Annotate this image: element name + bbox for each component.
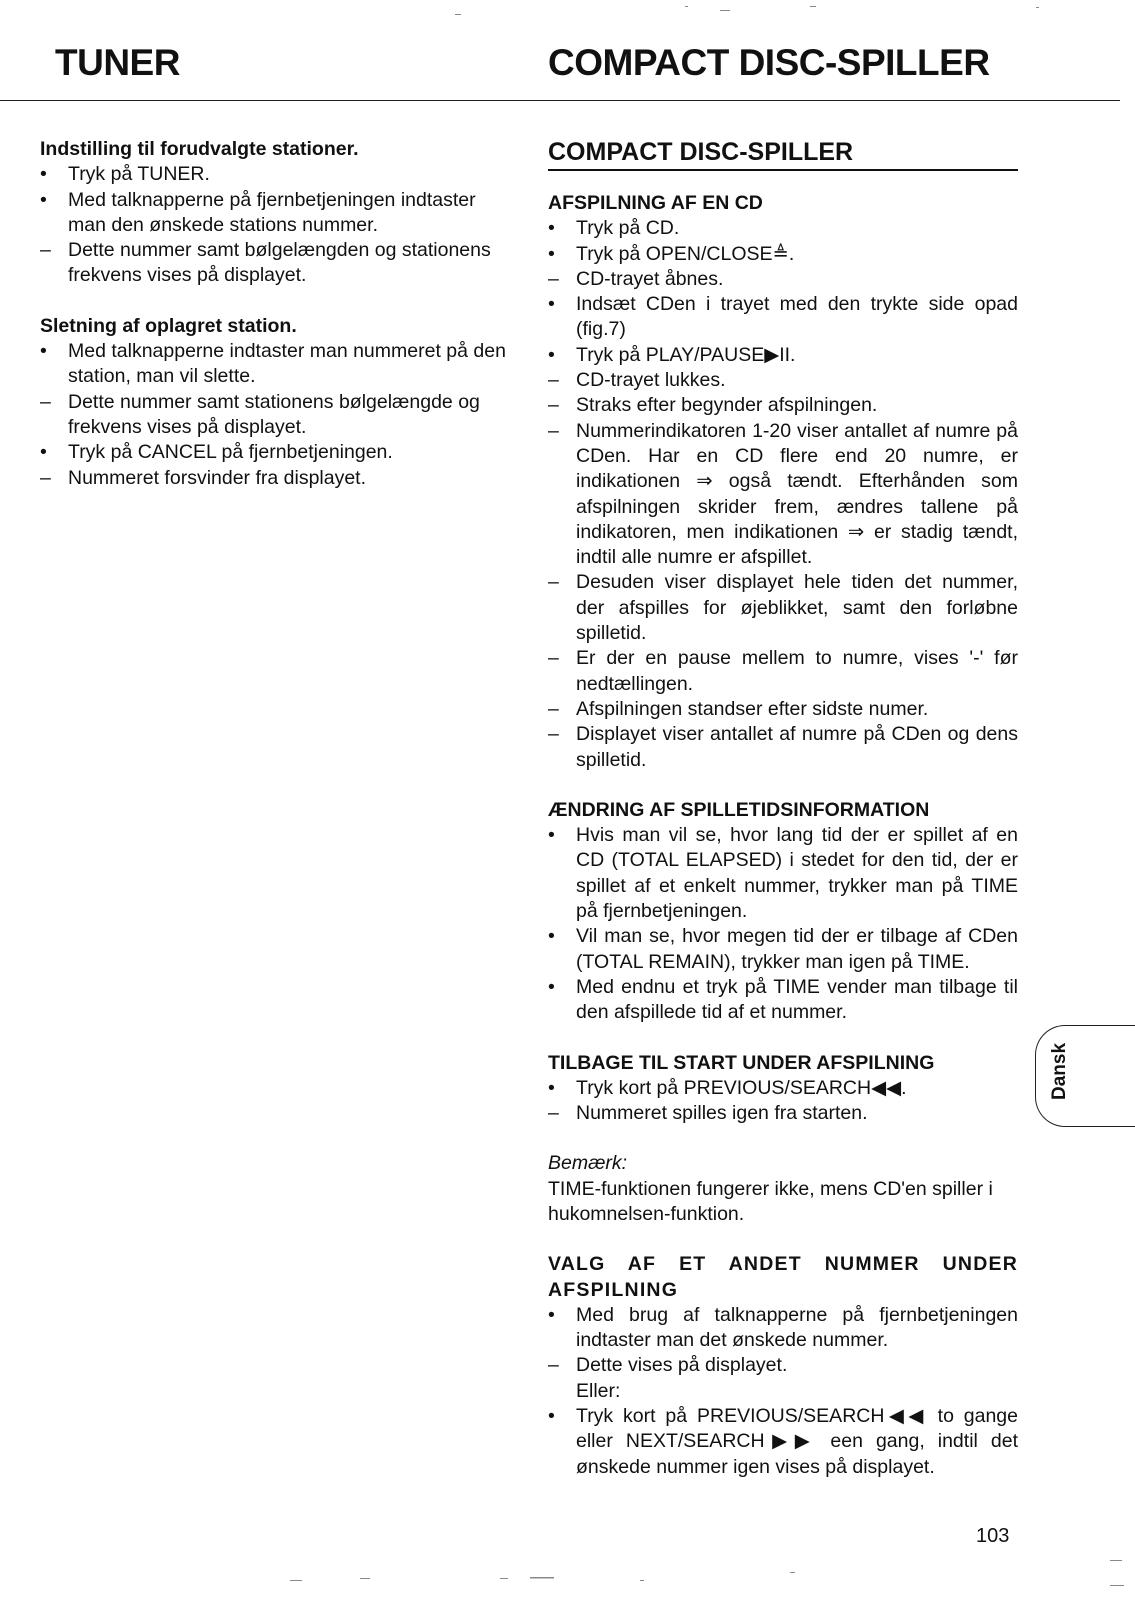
page-number: 103 <box>976 1525 1010 1547</box>
list-item-text: CD-trayet lukkes. <box>576 369 726 392</box>
list-item <box>548 924 1018 975</box>
language-tab-label: Dansk <box>1049 1042 1070 1100</box>
list-item-text: Vil man se, hvor megen tid der er tilbage af CDen (TOTAL REMAIN), trykker man igen på TIME. <box>576 925 1018 973</box>
time-list <box>548 823 1018 1025</box>
bullet-icon: • <box>40 163 47 186</box>
dash-icon: – <box>548 419 559 442</box>
note-title: Bemærk: <box>548 1152 628 1175</box>
dash-icon: – <box>40 466 51 489</box>
list-item-text: Tryk på CANCEL på fjernbetjeningen. <box>68 441 393 464</box>
bullet-icon: • <box>548 217 555 240</box>
bullet-icon: • <box>548 343 555 366</box>
dash-icon: – <box>548 267 559 290</box>
list-item-text: Tryk kort på PREVIOUS/SEARCH◀◀ to gange eller NEXT/SEARCH▶▶ een gang, indtil det ønskede nummer igen vises på displayet. <box>576 1405 1018 1478</box>
list-item <box>548 292 1018 343</box>
bullet-icon: • <box>548 1303 555 1326</box>
delete-list <box>40 339 515 491</box>
list-item <box>548 1353 1018 1404</box>
header-rule <box>0 100 1120 101</box>
bullet-icon: • <box>40 188 47 211</box>
header-left-title: TUNER <box>55 42 180 83</box>
bullet-icon: • <box>548 925 555 948</box>
list-item-text: CD-trayet åbnes. <box>576 267 724 290</box>
list-item-text: Dette nummer samt bølgelængden og stationens frekvens vises på displayet. <box>68 239 491 287</box>
list-item <box>40 390 515 441</box>
list-item <box>40 440 515 465</box>
dash-icon: – <box>548 369 559 392</box>
dash-icon: – <box>40 390 51 413</box>
dash-icon: – <box>548 394 559 417</box>
dash-icon: – <box>40 239 51 262</box>
list-item-text: Nummerindikatoren 1-20 viser antallet af numre på CDen. Har en CD flere end 20 numre, er indikationen ⇒ også tændt. Efterhånden som afspilningen skrider frem, ændres tallene på indikatoren, men indikationen ⇒ er stadig tændt, indtil alle numre er afspillet. <box>576 419 1018 569</box>
list-item <box>548 570 1018 646</box>
preset-heading: Indstilling til forudvalgte stationer. <box>40 138 359 160</box>
list-item <box>548 216 1018 241</box>
dash-icon: – <box>548 723 559 746</box>
list-item-text: Dette vises på displayet. Eller: <box>576 1354 788 1402</box>
bullet-icon: • <box>548 824 555 847</box>
list-item <box>548 1303 1018 1354</box>
list-item <box>548 1076 1018 1101</box>
bullet-icon: • <box>548 1405 555 1428</box>
list-item <box>548 697 1018 722</box>
bullet-icon: • <box>40 340 47 363</box>
select-heading: VALG AF ET ANDET NUMMER UNDER AFSPILNING <box>548 1253 1018 1301</box>
bullet-icon: • <box>548 975 555 998</box>
list-item <box>40 188 515 239</box>
select-list <box>548 1303 1018 1480</box>
list-item <box>548 975 1018 1026</box>
list-item <box>548 393 1018 418</box>
preset-list <box>40 162 515 288</box>
list-item-text: Dette nummer samt stationens bølgelængde og frekvens vises på displayet. <box>68 390 480 438</box>
bullet-icon: • <box>548 242 555 265</box>
list-item-text: Hvis man vil se, hvor lang tid der er spillet af en CD (TOTAL ELAPSED) i stedet for den tid, der er spillet af et enkelt nummer, trykker man på TIME på fjernbetjeningen. <box>576 824 1018 923</box>
list-item-text: Displayet viser antallet af numre på CDen og dens spilletid. <box>576 723 1018 771</box>
list-item <box>40 466 515 491</box>
bullet-icon: • <box>548 293 555 316</box>
back-list <box>548 1076 1018 1127</box>
list-item <box>548 343 1018 368</box>
list-item-text: Tryk på CD. <box>576 217 680 240</box>
back-heading: TILBAGE TIL START UNDER AFSPILNING <box>548 1051 935 1074</box>
list-item-text: Med talknapperne på fjernbetjeningen indtaster man den ønskede stations nummer. <box>68 188 476 236</box>
note-text: TIME-funktionen fungerer ikke, mens CD'en spiller i hukomnelsen-funktion. <box>548 1177 993 1225</box>
bullet-icon: • <box>548 1076 555 1099</box>
bullet-icon: • <box>40 441 47 464</box>
section-title: COMPACT DISC-SPILLER <box>548 137 1018 171</box>
list-item-text: Med endnu et tryk på TIME vender man tilbage til den afspillede tid af et nummer. <box>576 975 1018 1024</box>
list-item <box>548 1404 1018 1480</box>
list-item-text: Med brug af talknapperne på fjernbetjeningen indtaster man det ønskede nummer. <box>576 1303 1018 1352</box>
list-item <box>40 339 515 390</box>
dash-icon: – <box>548 697 559 720</box>
list-item-text: Indsæt CDen i trayet med den trykte side opad (fig.7) <box>576 293 1018 341</box>
list-item-text: Straks efter begynder afspilningen. <box>576 394 878 417</box>
list-item-text: Desuden viser displayet hele tiden det nummer, der afspilles for øjeblikket, samt den forløbne spilletid. <box>576 571 1018 645</box>
list-item <box>548 419 1018 571</box>
list-item <box>548 368 1018 393</box>
list-item-text: Nummeret spilles igen fra starten. <box>576 1102 868 1125</box>
list-item-text: Tryk på TUNER. <box>68 163 210 186</box>
time-heading: ÆNDRING AF SPILLETIDSINFORMATION <box>548 798 930 821</box>
list-item <box>548 823 1018 924</box>
list-item <box>548 1101 1018 1126</box>
left-column <box>40 137 515 491</box>
list-item-text: Afspilningen standser efter sidste numer. <box>576 697 929 720</box>
dash-icon: – <box>548 1354 559 1377</box>
list-item <box>548 722 1018 773</box>
dash-icon: – <box>548 571 559 594</box>
header-right-title: COMPACT DISC-SPILLER <box>548 42 990 83</box>
list-item <box>548 242 1018 267</box>
list-item <box>40 238 515 289</box>
list-item <box>548 646 1018 697</box>
play-list <box>548 216 1018 773</box>
list-item-text: Med talknapperne indtaster man nummeret på den station, man vil slette. <box>68 340 506 388</box>
right-column <box>548 137 1018 1480</box>
list-item-text: Tryk på OPEN/CLOSE≜. <box>576 242 795 265</box>
dash-icon: – <box>548 647 559 670</box>
dash-icon: – <box>548 1102 559 1125</box>
list-item-text: Nummeret forsvinder fra displayet. <box>68 466 367 489</box>
delete-heading: Sletning af oplagret station. <box>40 314 297 337</box>
list-item-text: Tryk kort på PREVIOUS/SEARCH◀◀. <box>576 1076 907 1099</box>
list-item-text: Er der en pause mellem to numre, vises '-' før nedtællingen. <box>576 647 1018 695</box>
list-item-text: Tryk på PLAY/PAUSE▶II. <box>576 343 796 366</box>
play-heading: AFSPILNING AF EN CD <box>548 192 763 214</box>
list-item <box>548 267 1018 292</box>
list-item <box>40 162 515 187</box>
